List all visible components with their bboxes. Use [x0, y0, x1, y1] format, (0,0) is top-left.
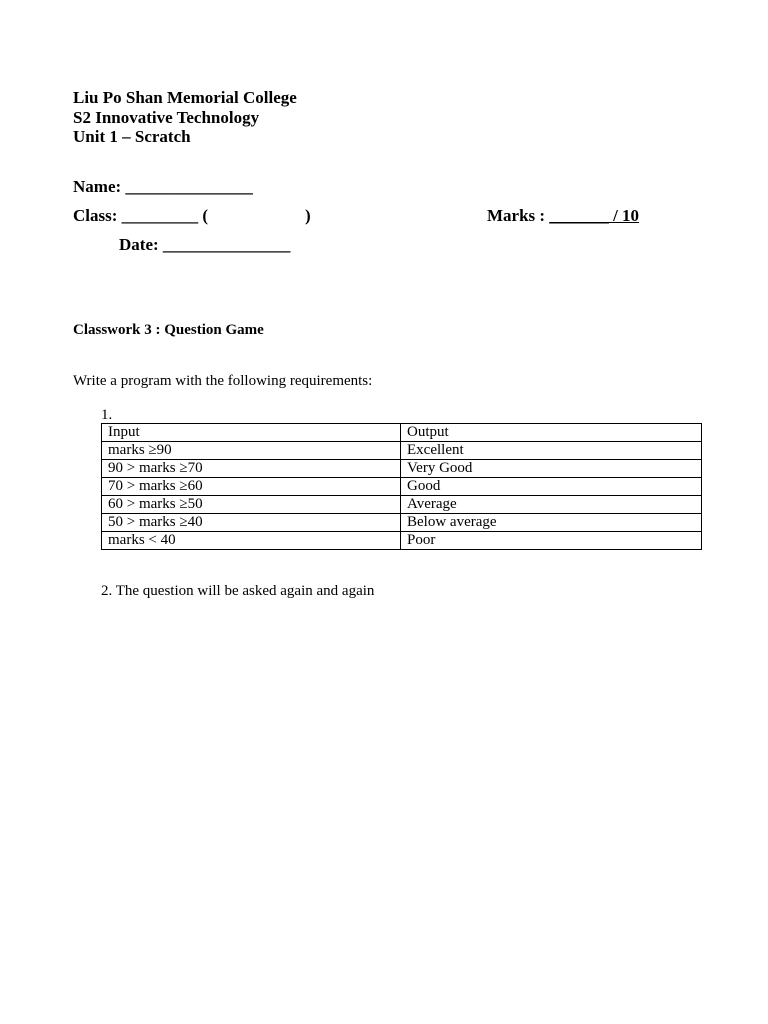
intro-text: Write a program with the following requirements:: [73, 373, 373, 389]
marks-field[interactable]: [487, 206, 639, 226]
class-field[interactable]: Class: _________ (: [73, 206, 209, 225]
course-name: S2 Innovative Technology: [73, 108, 260, 127]
requirement-2: 2. The question will be asked again and again: [101, 583, 375, 599]
date-field[interactable]: Date: _______________: [119, 235, 291, 254]
input-cell: marks < 40: [102, 532, 401, 550]
output-cell: Poor: [401, 532, 702, 550]
section-title: Classwork 3 : Question Game: [73, 322, 264, 338]
input-cell: 50 > marks ≥40: [102, 514, 401, 532]
input-cell: 90 > marks ≥70: [102, 460, 401, 478]
header-input: Input: [102, 424, 401, 442]
marks-value: _______ / 10: [549, 206, 640, 225]
school-name: Liu Po Shan Memorial College: [73, 88, 297, 107]
class-number-close: ): [305, 206, 311, 225]
unit-title: Unit 1 – Scratch: [73, 127, 191, 146]
header-output: Output: [401, 424, 702, 442]
table-header-row: [102, 424, 702, 442]
input-cell: marks ≥90: [102, 442, 401, 460]
table-row: [102, 478, 702, 496]
requirements-table: [101, 423, 702, 550]
name-field[interactable]: Name: _______________: [73, 177, 253, 196]
table-row: [102, 514, 702, 532]
output-cell: Below average: [401, 514, 702, 532]
input-cell: 70 > marks ≥60: [102, 478, 401, 496]
table-row: [102, 442, 702, 460]
table-row: [102, 460, 702, 478]
output-cell: Excellent: [401, 442, 702, 460]
output-cell: Very Good: [401, 460, 702, 478]
table-row: [102, 532, 702, 550]
output-cell: Good: [401, 478, 702, 496]
output-cell: Average: [401, 496, 702, 514]
input-cell: 60 > marks ≥50: [102, 496, 401, 514]
marks-label: Marks :: [487, 206, 550, 225]
requirement-1-number: 1.: [101, 407, 113, 423]
table-row: [102, 496, 702, 514]
